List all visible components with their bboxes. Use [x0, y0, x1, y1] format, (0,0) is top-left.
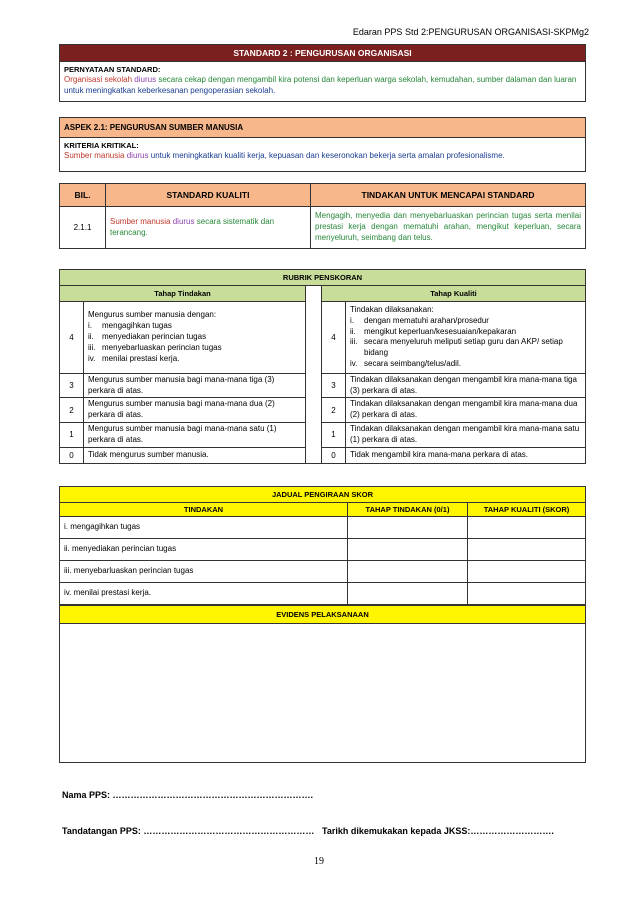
rubrik-row-0: [60, 447, 586, 463]
kualiti-4-item: iii. secara menyeluruh meliputi setiap guru dan AKP/ setiap bidang: [350, 337, 563, 358]
rubrik-table: [59, 269, 586, 464]
jadual-row: [60, 539, 586, 561]
tindakan-score: 2: [60, 398, 84, 423]
standard-statement-cell: [60, 62, 586, 102]
tindakan-score: 0: [60, 447, 84, 463]
bil-value: 2.1.1: [60, 207, 106, 249]
kualiti-4-intro: Tindakan dilaksanakan:: [350, 305, 434, 314]
tindakan-4-item: iii. menyebarluaskan perincian tugas: [88, 342, 222, 352]
tahap-tindakan-input[interactable]: [348, 583, 468, 605]
criteria-subject: Sumber manusia: [64, 151, 125, 161]
standard-title: STANDARD 2 : PENGURUSAN ORGANISASI: [60, 45, 586, 62]
jadual-tindakan-label: iv. menilai prestasi kerja.: [60, 583, 348, 605]
tahap-kualiti-input[interactable]: [468, 583, 586, 605]
standard-statement: [64, 75, 581, 97]
rubrik-row-1: [60, 422, 586, 447]
aspek-criteria: [64, 151, 581, 162]
rubrik-row-2: [60, 398, 586, 423]
tindakan-4-desc: [84, 302, 306, 374]
standard-purpose: untuk meningkatkan keberkesanan pengoperasian sekolah.: [64, 85, 276, 95]
jadual-title: JADUAL PENGIRAAN SKOR: [60, 487, 586, 503]
aspek-label: KRITERIA KRITIKAL:: [64, 141, 139, 150]
tindakan-score: 1: [60, 422, 84, 447]
standard-condition: secara cekap dengan mengambil kira potensi dan keperluan warga sekolah, kemudahan, sumber dalaman dan luaran: [158, 75, 577, 85]
col-standard-kualiti: STANDARD KUALITI: [106, 184, 311, 207]
kualiti-score: 3: [322, 373, 346, 398]
col-tindakan-standard: TINDAKAN UNTUK MENCAPAI STANDARD: [311, 184, 586, 207]
evidens-block: [59, 605, 586, 763]
rubrik-row-3: [60, 373, 586, 398]
jadual-row: [60, 517, 586, 539]
kualiti-desc: Tindakan dilaksanakan dengan mengambil kira mana-mana satu (1) perkara di atas.: [346, 422, 586, 447]
evidens-title: EVIDENS PELAKSANAAN: [60, 606, 586, 624]
jadual-row: [60, 561, 586, 583]
kualiti-4-item: ii. mengikut keperluan/kesesuaian/kepakaran: [350, 326, 517, 336]
nama-pps-field[interactable]: Nama PPS: ………………………………………………………….: [62, 790, 314, 800]
kualiti-4-item: i. dengan mematuhi arahan/prosedur: [350, 315, 489, 325]
tahap-kualiti-input[interactable]: [468, 517, 586, 539]
tindakan-desc: Tidak mengurus sumber manusia.: [84, 447, 306, 463]
tarikh-jkss-field[interactable]: Tarikh dikemukakan kepada JKSS:……………………….: [322, 826, 554, 836]
jadual-tindakan-label: ii. menyediakan perincian tugas: [60, 539, 348, 561]
col-tahap-kualiti: Tahap Kualiti: [322, 286, 586, 302]
kualiti-desc: Tidak mengambil kira mana-mana perkara di atas.: [346, 447, 586, 463]
kualiti-4-desc: [346, 302, 586, 374]
col-tahap-kualiti-skor: TAHAP KUALITI (SKOR): [468, 503, 586, 517]
jadual-tindakan-label: i. mengagihkan tugas: [60, 517, 348, 539]
kualiti-verb: diurus: [172, 216, 195, 226]
kualiti-score: 2: [322, 398, 346, 423]
standard-verb: diurus: [134, 75, 157, 85]
tindakan-desc: Mengurus sumber manusia bagi mana-mana dua (2) perkara di atas.: [84, 398, 306, 423]
tindakan-desc: Mengurus sumber manusia bagi mana-mana satu (1) perkara di atas.: [84, 422, 306, 447]
standard-subject: Organisasi sekolah: [64, 75, 133, 85]
tindakan-score: 3: [60, 373, 84, 398]
kualiti-desc: Tindakan dilaksanakan dengan mengambil kira mana-mana tiga (3) perkara di atas.: [346, 373, 586, 398]
kualiti-score: 1: [322, 422, 346, 447]
criteria-verb: diurus: [126, 151, 149, 161]
tahap-kualiti-input[interactable]: [468, 561, 586, 583]
kualiti-desc: Tindakan dilaksanakan dengan mengambil kira mana-mana dua (2) perkara di atas.: [346, 398, 586, 423]
col-bil: BIL.: [60, 184, 106, 207]
document-header: Edaran PPS Std 2:PENGURUSAN ORGANISASI-SKPMg2: [352, 27, 589, 37]
col-tindakan: TINDAKAN: [60, 503, 348, 517]
rubrik-title: RUBRIK PENSKORAN: [60, 270, 586, 286]
standard-label: PERNYATAAN STANDARD:: [64, 65, 161, 74]
kualiti-subject: Sumber manusia: [110, 216, 171, 226]
criteria-purpose: untuk meningkatkan kualiti kerja, kepuasan dan keseronokan bekerja serta amalan profesionalisme.: [150, 151, 505, 161]
tindakan-standard-value: Mengagih, menyedia dan menyebarluaskan perincian tugas serta menilai prestasi kerja dengan mematuhi arahan, mengikut keperluan, secara menyeluruh, seimbang dan telus.: [311, 207, 586, 249]
tindakan-4-item: ii. menyediakan perincian tugas: [88, 331, 207, 341]
tahap-tindakan-input[interactable]: [348, 561, 468, 583]
rubrik-spacer: [306, 286, 322, 464]
tindakan-4-item: i. mengagihkan tugas: [88, 321, 172, 331]
jadual-tindakan-label: iii. menyebarluaskan perincian tugas: [60, 561, 348, 583]
standard-kualiti-value: [106, 207, 311, 249]
tahap-kualiti-input[interactable]: [468, 539, 586, 561]
aspek-block: [59, 117, 586, 172]
kualiti-score: 0: [322, 447, 346, 463]
kualiti-score-4: 4: [322, 302, 346, 374]
evidens-content-area[interactable]: [60, 624, 586, 763]
standard-kualiti-table: [59, 183, 586, 249]
jadual-row: [60, 583, 586, 605]
page-number: 19: [314, 856, 324, 867]
aspek-title: ASPEK 2.1: PENGURUSAN SUMBER MANUSIA: [60, 118, 586, 138]
tindakan-score-4: 4: [60, 302, 84, 374]
tandatangan-pps-field[interactable]: Tandatangan PPS: …………………………………………………: [62, 826, 315, 836]
tindakan-desc: Mengurus sumber manusia bagi mana-mana tiga (3) perkara di atas.: [84, 373, 306, 398]
tindakan-4-intro: Mengurus sumber manusia dengan:: [88, 310, 217, 320]
tahap-tindakan-input[interactable]: [348, 539, 468, 561]
jadual-skor-table: [59, 486, 586, 605]
standard-block: [59, 44, 586, 102]
aspek-criteria-cell: [60, 138, 586, 172]
kualiti-condition: secara sistematik dan terancang.: [110, 216, 275, 237]
col-tahap-tindakan: Tahap Tindakan: [60, 286, 306, 302]
kualiti-4-item: iv. secara seimbang/telus/adil.: [350, 358, 461, 368]
col-tahap-tindakan-skor: TAHAP TINDAKAN (0/1): [348, 503, 468, 517]
tahap-tindakan-input[interactable]: [348, 517, 468, 539]
tindakan-4-item: iv. menilai prestasi kerja.: [88, 353, 180, 363]
